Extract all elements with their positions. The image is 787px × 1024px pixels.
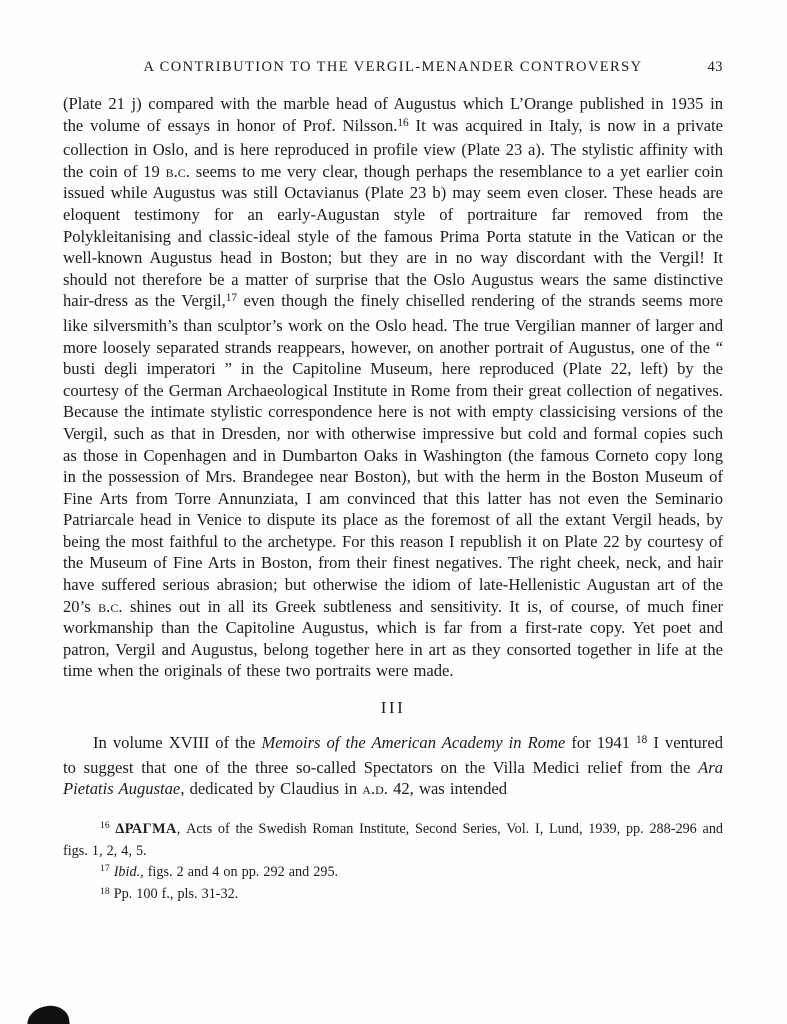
text-run-sup: 18: [100, 885, 110, 897]
text-run: (Plate 21 j) compared with the marble head of Augustus which L’Orange published in 1935 in the volume of essays in honor of Prof. Nilsson.: [63, 94, 723, 135]
text-run-sup: 16: [100, 820, 110, 832]
text-run-sup: 17: [100, 863, 110, 875]
text-run-i: Ibid.: [113, 863, 141, 880]
running-title: A CONTRIBUTION TO THE VERGIL-MENANDER CONTROVERSY: [143, 59, 643, 75]
text-run: , figs. 2 and 4 on pp. 292 and 295.: [140, 863, 339, 880]
text-run-i: Memoirs of the American Academy in Rome: [261, 733, 566, 753]
text-run-sup: 16: [397, 116, 409, 129]
text-run-b: ΔΡΑΓΜΑ: [115, 820, 177, 837]
footnote-18: [63, 884, 723, 907]
text-run-i: Ara Pietatis Augustae: [63, 757, 723, 799]
text-run: for 1941: [565, 733, 637, 753]
text-run: shines out in all its Greek subtleness and sensitivity. It is, of course, of much finer workmanship than the Capitoline Augustus, which is far from a first-rate copy. Yet poet and patron, Vergil and Augustus, belong together here in art as they consorted together in life at the time when the originals of these two portraits were made.: [63, 596, 723, 681]
text-run: 42, was intended: [387, 779, 508, 799]
scan-artifact-corner: [25, 1004, 70, 1024]
text-run: In volume XVIII of the: [93, 733, 262, 753]
text-run-sc: b.c.: [165, 161, 190, 181]
footnotes: [63, 819, 723, 907]
text-run-sup: 17: [225, 292, 237, 305]
body-paragraph-2: [63, 732, 723, 800]
text-run: I ventured to suggest that one of the three so-called Spectators on the Villa Medici relief from the: [63, 733, 723, 777]
page-number: 43: [707, 59, 723, 75]
text-run: , dedicated by Claudius in: [180, 779, 363, 799]
page-header: [63, 58, 723, 76]
text-run-sc: a.d.: [362, 779, 388, 799]
text-run: seems to me very clear, though perhaps the resemblance to a yet earlier coin issued while Augustus was still Octavianus (Plate 23 b) may seem even closer. These heads are eloquent testimony for an early-Augustan style of portraiture far removed from the Polykleitanising and classic-ideal style of the famous Prima Porta statute in the Vatican or the well-known Augustus head in Boston; but they are in no way discordant with the Vergil! It should not therefore be a matter of surprise that the Oslo Augustus wears the same distinctive hair-dress as the Vergil,: [63, 161, 723, 311]
text-run: Pp. 100 f., pls. 31-32.: [109, 886, 239, 903]
section-heading: III: [380, 698, 406, 718]
text-run-sc: b.c.: [98, 596, 123, 616]
text-run: even though the finely chiselled rendering of the strands seems more like silversmith’s than sculptor’s work on the Oslo head. The true Vergilian manner of larger and more loosely separated strands reappears, however, on another portrait of Augustus, one of the “ busti degli imperatori ” in the Capitoline Museum, here reproduced (Plate 22, left) by the courtesy of the German Archaeological Institute in Rome from their great collection of negatives. Because the intimate stylistic correspondence here is not with empty classicising versions of the Vergil, such as that in Dresden, nor with otherwise impressive but cold and formal copies such as those in Copenhagen and in Dumbarton Oaks in Washington (the famous Corneto copy long in the possession of Mrs. Brandegee near Boston), but with the herm in the Boston Museum of Fine Arts from Torre Annunziata, I am convinced that this latter has not even the Seminario Patriarcale head in Venice to dispute its place as the foremost of all the extant Vergil heads, by being the most faithful to the archetype. For this reason I republish it on Plate 22 by courtesy of the Museum of Fine Arts in Boston, from their finest negatives. The right cheek, neck, and hair have suffered serious abrasion; but otherwise the idiom of late-Hellenistic Augustan art of the 20’s: [63, 291, 723, 616]
text-run-sup: 18: [636, 733, 648, 746]
text-run: , Acts of the Swedish Roman Institute, Second Series, Vol. I, Lund, 1939, pp. 288-296 and figs. 1, 2, 4, 5.: [63, 820, 724, 860]
body-paragraph-1: [63, 93, 723, 682]
page-body: [63, 93, 723, 800]
footnote-16: [63, 819, 723, 862]
text-run: It was acquired in Italy, is now in a private collection in Oslo, and is here reproduced in profile view (Plate 23 a). The stylistic affinity with the coin of 19: [63, 115, 723, 181]
footnote-17: [63, 862, 723, 885]
